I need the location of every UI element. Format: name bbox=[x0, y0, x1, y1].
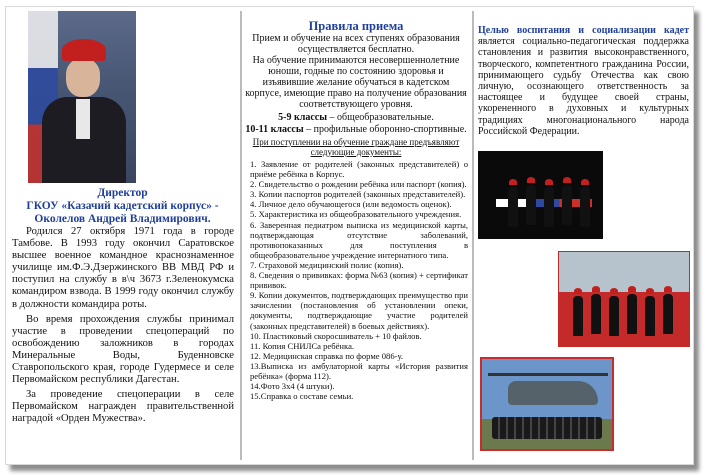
documents-list bbox=[250, 159, 468, 401]
rules-title: Правила приема bbox=[308, 19, 404, 33]
list-item: 7. Страховой медицинский полис (копия). bbox=[250, 259, 404, 270]
list-item: 15.Справка о составе семьи. bbox=[250, 391, 354, 402]
director-column bbox=[6, 7, 239, 464]
director-portrait bbox=[28, 11, 136, 183]
cadets-parade-photo bbox=[558, 251, 690, 347]
cadet-figure bbox=[544, 187, 554, 227]
class-level-1 bbox=[242, 112, 470, 124]
list-item: 8. Сведения о прививках: форма №63 (копия) + сертификат прививок. bbox=[250, 270, 468, 291]
cadet-figure bbox=[645, 296, 655, 336]
goal-lead: Целью воспитания и социализации кадет bbox=[478, 25, 689, 36]
class-level-2 bbox=[242, 124, 470, 136]
list-item: 3. Копии паспортов родителей (законных представителей). bbox=[250, 189, 466, 200]
rules-intro-paragraph: На обучение принимаются несовершеннолетние юноши, годные по состоянию здоровья и изъявившие желание обучаться в кадетском корпусе, имеющие право на получение образования соответствующего уровня. bbox=[245, 55, 467, 110]
list-item: 6. Заверенная педиатром выписка из медицинской карты, подтверждающая отсутствие заболеваний, противопоказанных для поступления в общеобразовательное учреждение интернатного типа. bbox=[250, 219, 468, 260]
list-item: 12. Медицинская справка по форме 086-у. bbox=[250, 350, 404, 361]
face bbox=[66, 59, 100, 97]
cadet-group bbox=[492, 417, 602, 439]
class-level-desc: – профильные оборонно-спортивные. bbox=[303, 124, 467, 135]
director-title bbox=[6, 187, 239, 226]
class-levels bbox=[242, 112, 470, 136]
helicopter bbox=[508, 381, 598, 405]
cadet-figure bbox=[580, 187, 590, 227]
director-title-line2: ГКОУ «Казачий кадетский корпус» - bbox=[26, 200, 219, 212]
cadet-figure bbox=[508, 187, 518, 227]
list-item: 14.Фото 3х4 (4 штуки). bbox=[250, 381, 335, 392]
education-goal-column bbox=[474, 7, 693, 464]
cadet-figure bbox=[609, 296, 619, 336]
class-level-label: 5-9 классы bbox=[278, 112, 328, 123]
list-item: 10. Пластиковый скоросшиватель + 10 файлов. bbox=[250, 330, 422, 341]
cadet-figure bbox=[562, 185, 572, 225]
director-bio bbox=[12, 226, 234, 429]
director-title-line1: Директор bbox=[97, 187, 148, 199]
rules-intro-paragraph: Прием и обучение на всех ступенях образования осуществляется бесплатно. bbox=[252, 33, 460, 55]
class-level-label: 10-11 классы bbox=[245, 124, 304, 135]
director-name: Околелов Андрей Владимирович. bbox=[34, 213, 211, 225]
cap bbox=[62, 39, 106, 61]
list-item: 5. Характеристика из общеобразовательного учреждения. bbox=[250, 209, 462, 220]
shirt bbox=[76, 99, 90, 139]
rules-intro bbox=[244, 33, 468, 110]
list-item: 9. Копии документов, подтверждающих преимущество при зачислении (постановления об установлении опеки, документы, подтверждающие участие родителей (законных представителей) в боевых действиях). bbox=[250, 290, 468, 331]
helicopter-rotor bbox=[488, 373, 608, 376]
cadet-figure bbox=[526, 185, 536, 225]
cadet-figure bbox=[663, 294, 673, 334]
list-item: 13.Выписка из амбулаторной карты «История развития ребёнка» (форма 112). bbox=[250, 360, 468, 381]
cadet-figure bbox=[573, 296, 583, 336]
list-item: 2. Свидетельство о рождении ребёнка или паспорт (копия). bbox=[250, 179, 467, 190]
list-item: 4. Личное дело обучающегося (или ведомость оценок). bbox=[250, 199, 452, 210]
brochure-page bbox=[5, 6, 694, 465]
bio-paragraph: За проведение спецоперации в селе Первомайском награжден правительственной наградой «Орден Мужества». bbox=[12, 389, 234, 425]
documents-heading: При поступлении на обучение граждане предъявляют следующие документы: bbox=[252, 137, 460, 157]
list-item: 1. Заявление от родителей (законных представителей) о приёме ребёнка в Корпус. bbox=[250, 159, 468, 180]
class-level-desc: – общеобразовательные. bbox=[327, 112, 434, 123]
education-goal bbox=[478, 25, 689, 137]
cadet-figure bbox=[627, 294, 637, 334]
bio-paragraph: Во время прохождения службы принимал участие в проведении спецопераций по освобождению заложников в городах Минеральные Воды, Буденновске Ставропольского края, городе Гудермесе и селе Первомайском республики Дагестан. bbox=[12, 313, 234, 386]
list-item: 11. Копия СНИЛСа ребёнка. bbox=[250, 340, 355, 351]
cadets-helicopter-photo bbox=[480, 357, 614, 451]
goal-text: является социально-педагогическая поддержка становления и развития высоконравственного, творческого, компетентного гражданина России, принимающего судьбу Отечества как свою личную, осознающего ответственность за настоящее и будущее своей страны, укорененного в духовных и культурных традициях многонационального народа Российской Федерации. bbox=[478, 36, 689, 137]
cadet-figure bbox=[591, 294, 601, 334]
cadets-flag-photo bbox=[478, 151, 603, 239]
bio-paragraph: Родился 27 октября 1971 года в городе Тамбове. В 1993 году окончил Саратовское высшее военное командное краснознаменное училище им.Ф.Э.Дзержинского ВВ МВД РФ и поступил на службу в в\ч 3673 г.Зеленокумска командиром взвода. В 1999 году окончил службу в должности командира роты. bbox=[12, 226, 234, 310]
admission-rules-column bbox=[242, 7, 470, 464]
